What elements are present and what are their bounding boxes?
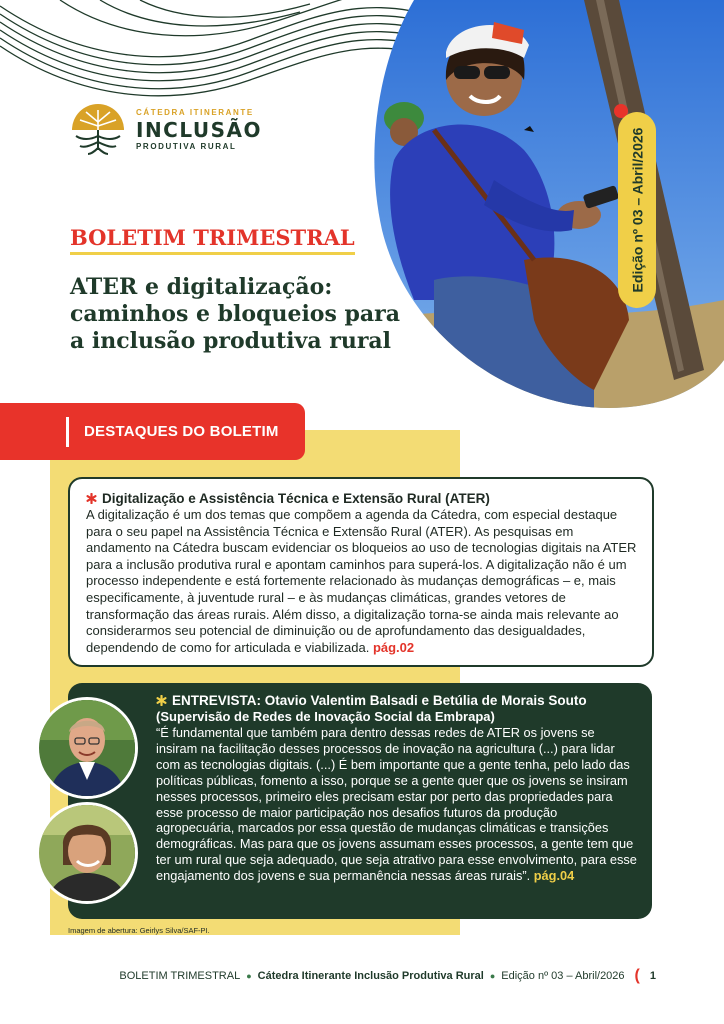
tree-icon (68, 100, 128, 160)
footer-edition: Edição nº 03 – Abril/2026 (501, 970, 625, 982)
page-number: 1 (649, 970, 656, 982)
page-title: ATER e digitalização: caminhos e bloqueios para a inclusão produtiva rural (70, 274, 400, 354)
page-footer (119, 968, 656, 984)
portrait-betulia (36, 802, 138, 904)
bracket-icon: ( (634, 967, 640, 984)
edition-tag (618, 112, 656, 308)
logo-line-3: PRODUTIVA RURAL (136, 142, 237, 151)
highlight-title (86, 490, 638, 507)
highlight-title-text: Digitalização e Assistência Técnica e Extensão Rural (ATER) (102, 491, 490, 506)
highlight-card-ater (68, 477, 654, 667)
image-credit: Imagem de abertura: Geirlys Silva/SAF-PI. (68, 926, 210, 935)
bulletin-kicker: BOLETIM TRIMESTRAL (70, 225, 355, 255)
separator-dot-icon: ● (246, 971, 252, 981)
separator-dot-icon: ● (489, 971, 496, 981)
highlight-body-text: A digitalização é um dos temas que compõem a agenda da Cátedra, com especial destaque para o seu papel na Assistência Técnica e Extensão Rural (ATER). As pesquisas em andamento na Cátedra buscam evidenciar os bloqueios ao uso de tecnologias digitais na ATER para a inclusão produtiva rural e apontam caminhos para superá-los. A digitalização não é um processo independente e está fortemente relacionado às mudanças demográficas – e, mais especificamente, à juventude rural – e às mudanças climáticas, grandes vetores de transformação das áreas rurais. Além disso, a digitalização torna-se ainda mais relevante ao considerarmos seu potencial de diminuição ou de aprofundamento das desigualdades, dependendo de como for articulada e viabilizada. (86, 507, 637, 655)
page-link-04[interactable]: pág.04 (533, 868, 575, 884)
catedra-logo (68, 100, 262, 160)
page-link-02[interactable]: pág.02 (372, 639, 415, 655)
asterisk-icon (156, 695, 167, 706)
portrait-otavio (36, 697, 138, 799)
banner-bar (66, 417, 69, 447)
interview-title (156, 692, 638, 709)
interview-quote (156, 725, 638, 884)
interview-card (68, 683, 652, 919)
highlights-banner-label: DESTAQUES DO BOLETIM (84, 423, 279, 440)
edition-text: Edição nº 03 – Abril/2026 (629, 127, 646, 293)
interview-subtitle: (Supervisão de Redes de Inovação Social da Embrapa) (156, 709, 495, 724)
cover-photo (374, 0, 724, 410)
asterisk-icon (86, 493, 97, 504)
logo-line-1: CÁTEDRA ITINERANTE (136, 108, 254, 117)
footer-bulletin: BOLETIM TRIMESTRAL (119, 970, 241, 982)
highlight-body (86, 507, 638, 656)
footer-catedra: Cátedra Itinerante Inclusão Produtiva Rural (257, 970, 484, 982)
interview-title-text: ENTREVISTA: Otavio Valentim Balsadi e Betúlia de Morais Souto (172, 693, 587, 708)
logo-line-2: INCLUSÃO (136, 118, 263, 142)
interview-quote-text: “É fundamental que também para dentro dessas redes de ATER os jovens se insiram na facilitação desses processos de inovação na agricultura (...) para lidar com as tecnologias digitais. (...) É bem importante que a gente tenha, pelo lado das políticas públicas, fomento a isso, porque se a gente quer que os jovens se insiram nesses processos, primeiro eles precisam estar por perto das propriedades para esse processo de maior participação nos desafios futuros da produção agropecuária, marcados por essa questão de mudanças climáticas e transições demográficas. Mas para que os jovens assumam esses processos, a gente tem que ter um rural que seja adequado, que seja atrativo para esse envolvimento, para esse engajamento dos jovens e sua permanência nessas áreas rurais”. (156, 725, 637, 884)
highlights-banner (0, 403, 305, 460)
